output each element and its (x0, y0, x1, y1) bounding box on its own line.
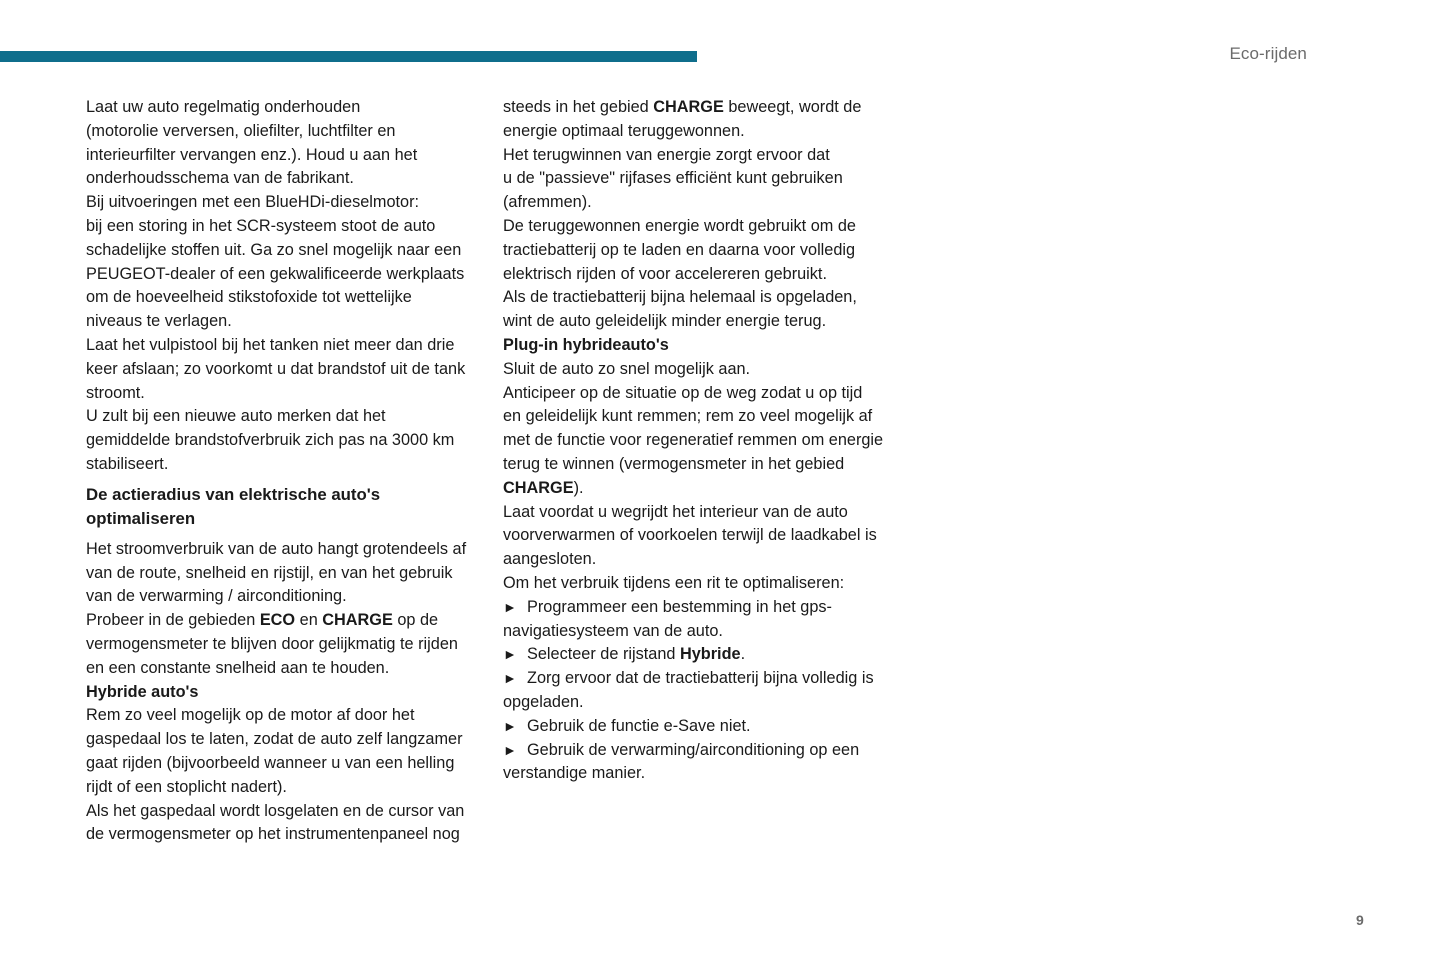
paragraph-new-car-consumption: U zult bij een nieuwe auto merken dat het gemiddelde brandstofverbruik zich pas na 3000 km stabiliseert. (86, 407, 455, 473)
subheading-hybrid-cars: Hybride auto's (86, 682, 199, 701)
right-column (503, 96, 903, 786)
paragraph-anticipate: Anticipeer op de situatie op de weg zodat u op tijd en geleidelijk kunt remmen; rem zo veel mogelijk af met de functie voor regeneratief remmen om energie terug te winnen (vermogensmeter in het gebied CHARGE). (503, 383, 884, 497)
paragraph-power-consumption: Het stroomverbruik van de auto hangt grotendeels af van de route, snelheid en rijstijl, en van het gebruik van de verwarming / airconditioning. (86, 539, 467, 606)
paragraph-accelerator-released: Als het gaspedaal wordt losgelaten en de cursor van de vermogensmeter op het instrumentenpaneel nog (86, 801, 465, 844)
bullet-arrow-icon: ► (503, 646, 517, 663)
paragraph-battery-full: Als de tractiebatterij bijna helemaal is opgeladen, wint de auto geleidelijk minder energie terug. (503, 288, 857, 331)
paragraph-maintenance: Laat uw auto regelmatig onderhouden (motorolie verversen, oliefilter, luchtfilter en interieurfilter vervangen enz.). Houd u aan het onderhoudsschema van de fabrikant. (86, 98, 418, 188)
bullet-arrow-icon: ► (503, 598, 517, 615)
paragraph-engine-braking: Rem zo veel mogelijk op de motor af door het gaspedaal los te laten, zodat de auto zelf langzamer gaat rijden (bijvoorbeeld wanneer u van een helling rijdt of een stoplicht nadert). (86, 706, 463, 796)
heading-range-optimisation: De actieradius van elektrische auto's optimaliseren (86, 484, 381, 528)
bullet-item: ► Programmeer een bestemming in het gps- navigatiesysteem van de auto. (503, 597, 832, 640)
paragraph-energy-recovery: Het terugwinnen van energie zorgt ervoor dat u de "passieve" rijfases efficiënt kunt gebruiken (afremmen). (503, 145, 843, 212)
bullet-arrow-icon: ► (503, 670, 517, 687)
bullet-arrow-icon: ► (503, 741, 517, 758)
paragraph-connect-car: Sluit de auto zo snel mogelijk aan. (503, 359, 751, 378)
charge-term: CHARGE (653, 98, 724, 116)
bullet-item: ► Gebruik de verwarming/airconditioning op een verstandige manier. (503, 740, 860, 783)
paragraph-eco-charge: Probeer in de gebieden ECO en CHARGE op de vermogensmeter te blijven door gelijkmatig te rijden en een constante snelheid aan te houden. (86, 611, 458, 677)
page-number: 9 (1356, 912, 1364, 928)
paragraph-charge-zone: steeds in het gebied CHARGE beweegt, wordt de energie optimaal teruggewonnen. (503, 98, 862, 140)
subheading-plugin-hybrid: Plug-in hybrideauto's (503, 335, 669, 354)
paragraph-bluehdi: Bij uitvoeringen met een BlueHDi-dieselmotor: bij een storing in het SCR-systeem stoot de auto schadelijke stoffen uit. Ga zo snel mogelijk naar een PEUGEOT-dealer of een gekwalificeerde werkplaats om de hoeveelheid stikstofoxide tot wettelijke niveaus te verlagen. (86, 193, 465, 331)
hybrid-mode-term: Hybride (679, 645, 741, 664)
section-title: Eco-rijden (1229, 44, 1307, 63)
bullet-item: ► Selecteer de rijstand Hybride. (503, 643, 903, 667)
left-column (86, 96, 486, 847)
paragraph-recovered-energy-use: De teruggewonnen energie wordt gebruikt om de tractiebatterij op te laden en daarna voor volledig elektrisch rijden of voor accelereren gebruikt. (503, 216, 856, 283)
charge-term: CHARGE (503, 478, 574, 497)
bullet-item: ► Gebruik de functie e-Save niet. (503, 715, 903, 739)
eco-term: ECO (259, 611, 296, 630)
charge-term: CHARGE (322, 611, 393, 630)
bullet-arrow-icon: ► (503, 717, 517, 734)
paragraph-precondition: Laat voordat u wegrijdt het interieur van de auto voorverwarmen of voorkoelen terwijl de laadkabel is aangesloten. (503, 502, 877, 569)
header-accent-bar (0, 51, 697, 62)
paragraph-refuelling: Laat het vulpistool bij het tanken niet meer dan drie keer afslaan; zo voorkomt u dat brandstof uit de tank stroomt. (86, 335, 466, 402)
paragraph-optimise-intro: Om het verbruik tijdens een rit te optimaliseren: (503, 573, 845, 592)
bullet-item: ► Zorg ervoor dat de tractiebatterij bijna volledig is opgeladen. (503, 669, 874, 711)
